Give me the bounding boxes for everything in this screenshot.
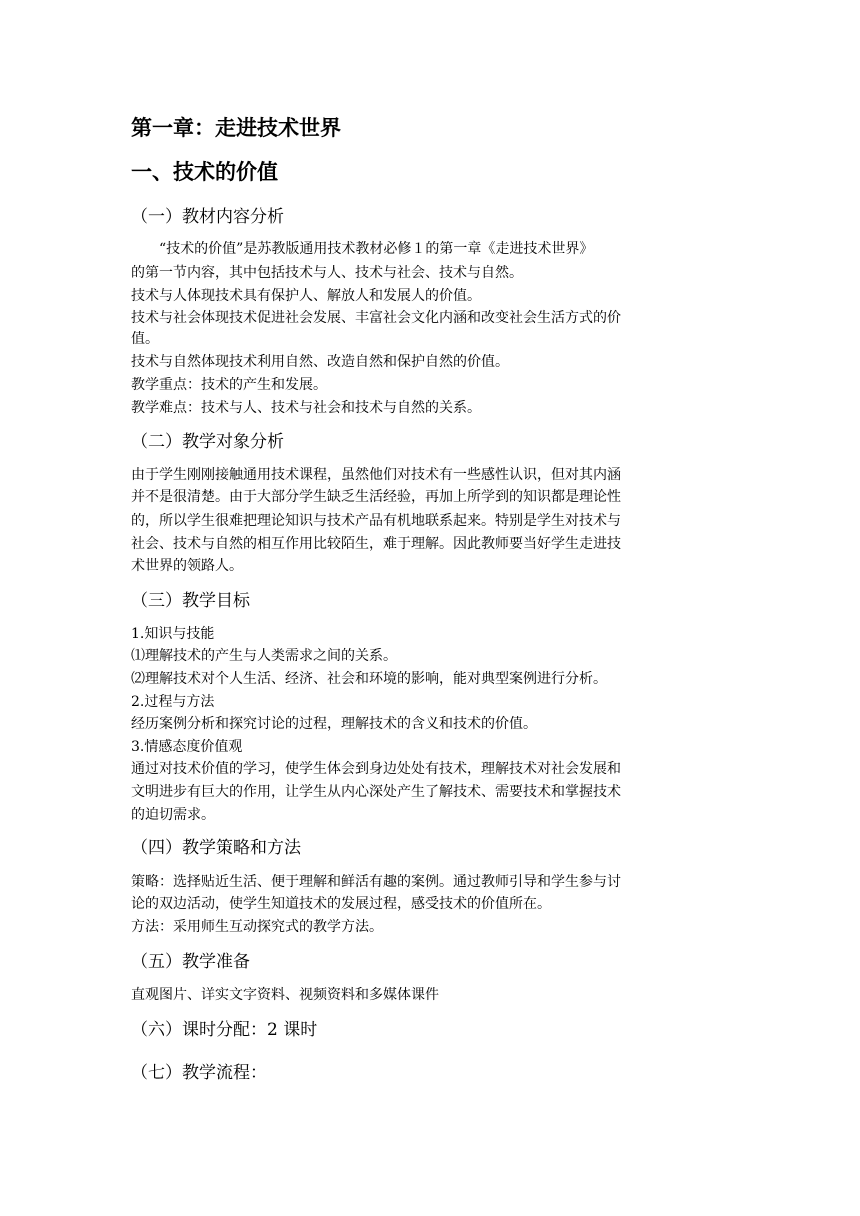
- heading-teaching-goals: （三）教学目标: [131, 591, 250, 611]
- paragraph-line: 论的双边活动，使学生知道技术的发展过程，感受技术的价值所在。: [131, 896, 551, 912]
- paragraph-line: 3.情感态度价值观: [131, 739, 243, 755]
- paragraph-line: 文明进步有巨大的作用，让学生从内心深处产生了解技术、需要技术和掌握技术: [131, 784, 621, 800]
- paragraph-line: ⑴理解技术的产生与人类需求之间的关系。: [131, 648, 397, 664]
- paragraph-line: 通过对技术价值的学习，使学生体会到身边处处有技术，理解技术对社会发展和: [131, 761, 621, 777]
- paragraph-line: 值。: [131, 331, 159, 347]
- paragraph-line: “技术的价值”是苏教版通用技术教材必修１的第一章《走进技术世界》: [131, 241, 594, 257]
- paragraph-line: 由于学生刚刚接触通用技术课程，虽然他们对技术有一些感性认识，但对其内涵: [131, 467, 621, 483]
- paragraph-line: 2.过程与方法: [131, 694, 215, 710]
- heading-lesson-hours: （六）课时分配：2 课时: [131, 1020, 318, 1040]
- chapter-title: 第一章：走进技术世界: [131, 115, 341, 140]
- paragraph-line: 技术与社会体现技术促进社会发展、丰富社会文化内涵和改变社会生活方式的价: [131, 310, 621, 326]
- paragraph-line: 方法：采用师生互动探究式的教学方法。: [131, 919, 383, 935]
- paragraph-line: 直观图片、详实文字资料、视频资料和多媒体课件: [131, 987, 439, 1003]
- heading-teaching-flow: （七）教学流程：: [131, 1063, 267, 1083]
- paragraph-line: 技术与人体现技术具有保护人、解放人和发展人的价值。: [131, 288, 481, 304]
- heading-strategy-methods: （四）教学策略和方法: [131, 838, 301, 858]
- paragraph-line: 教学重点：技术的产生和发展。: [131, 377, 327, 393]
- paragraph-line: 术世界的领路人。: [131, 558, 243, 574]
- paragraph-line: 的第一节内容，其中包括技术与人、技术与社会、技术与自然。: [131, 265, 523, 281]
- heading-student-analysis: （二）教学对象分析: [131, 432, 284, 452]
- paragraph-line: 技术与自然体现技术利用自然、改造自然和保护自然的价值。: [131, 354, 509, 370]
- paragraph-line: 的迫切需求。: [131, 807, 215, 823]
- paragraph-line: 1.知识与技能: [131, 626, 215, 642]
- paragraph-line: 并不是很清楚。由于大部分学生缺乏生活经验，再加上所学到的知识都是理论性: [131, 489, 621, 505]
- paragraph-line: 的，所以学生很难把理论知识与技术产品有机地联系起来。特别是学生对技术与: [131, 513, 621, 529]
- section-title: 一、技术的价值: [131, 159, 278, 184]
- paragraph-line: 经历案例分析和探究讨论的过程，理解技术的含义和技术的价值。: [131, 716, 537, 732]
- paragraph-line: 策略：选择贴近生活、便于理解和鲜活有趣的案例。通过教师引导和学生参与讨: [131, 874, 621, 890]
- heading-content-analysis: （一）教材内容分析: [131, 207, 284, 227]
- paragraph-line: 教学难点：技术与人、技术与社会和技术与自然的关系。: [131, 400, 481, 416]
- paragraph-line: ⑵理解技术对个人生活、经济、社会和环境的影响，能对典型案例进行分析。: [131, 671, 607, 687]
- heading-preparation: （五）教学准备: [131, 952, 250, 972]
- paragraph-line: 社会、技术与自然的相互作用比较陌生，难于理解。因此教师要当好学生走进技: [131, 536, 621, 552]
